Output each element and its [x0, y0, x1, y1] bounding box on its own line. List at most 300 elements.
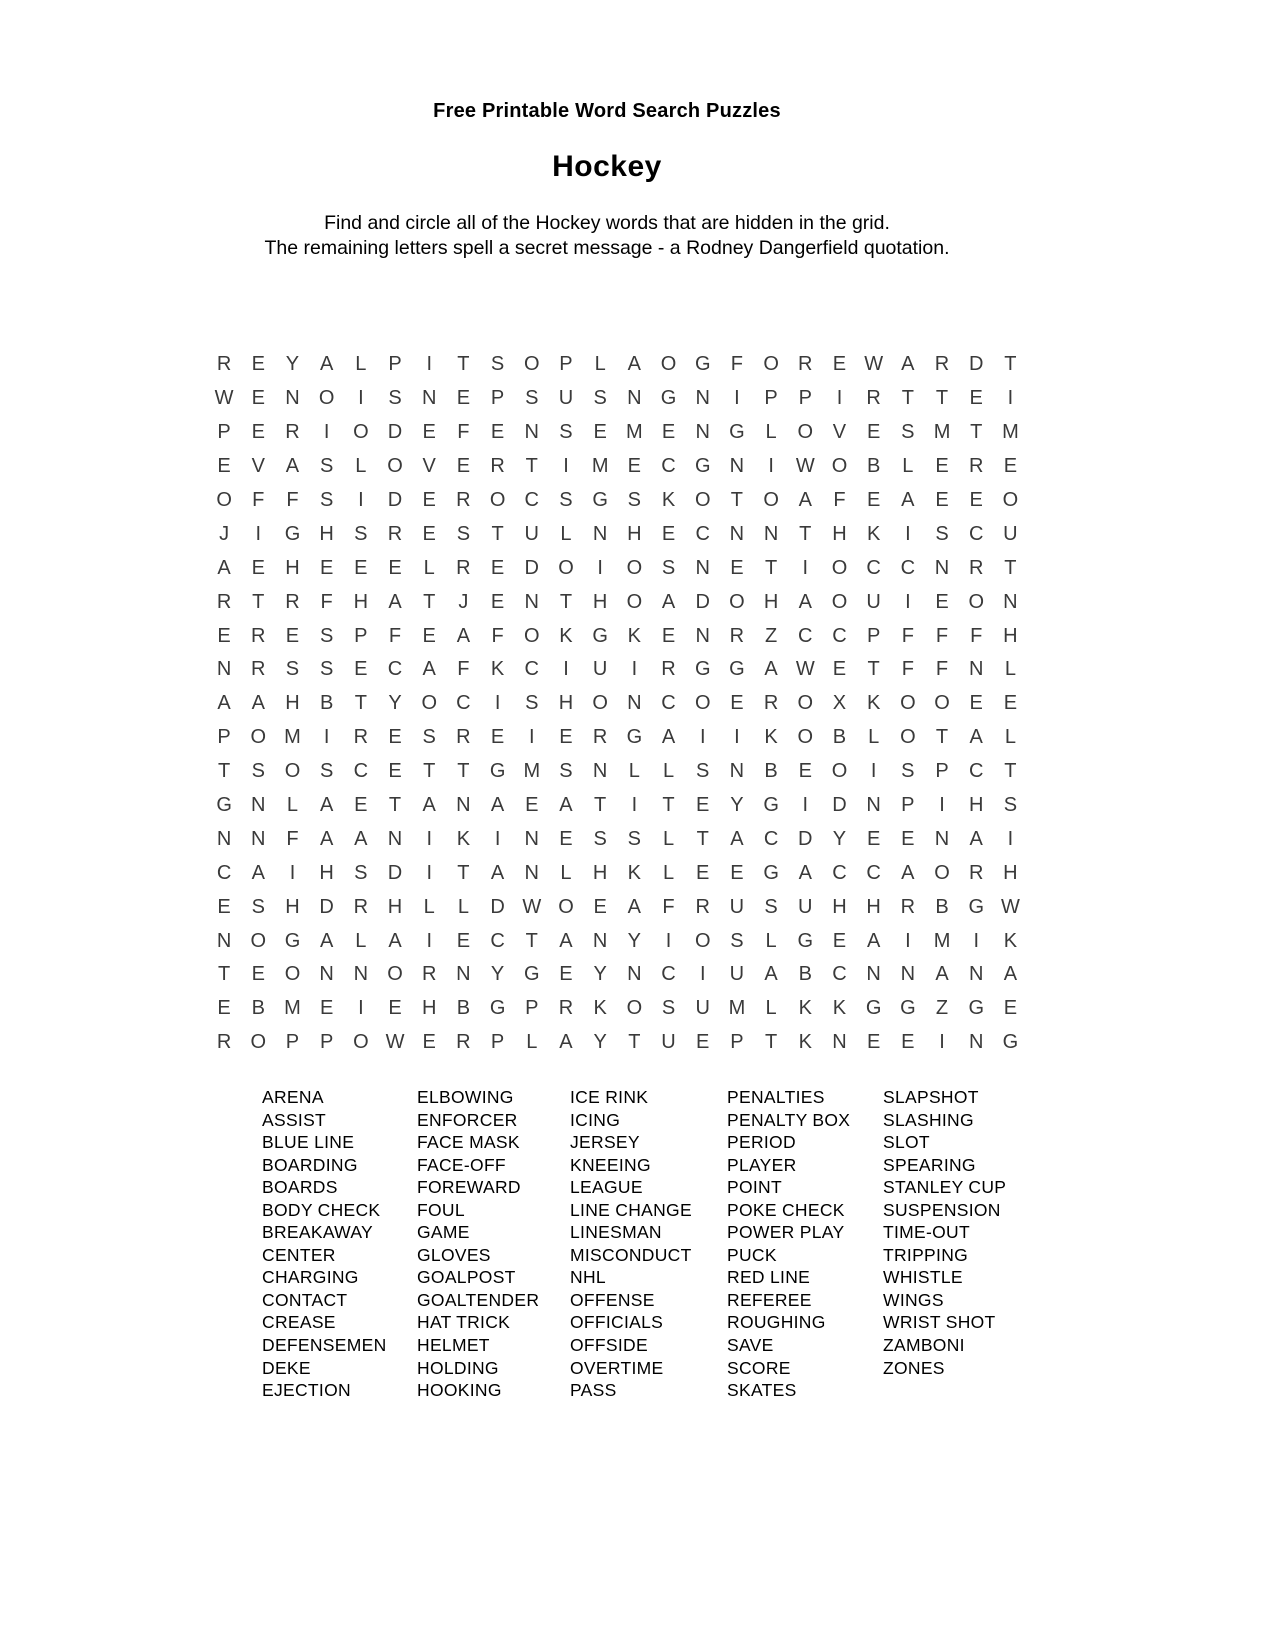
instructions-line2: The remaining letters spell a secret message - a Rodney Dangerfield quotation. [264, 236, 950, 259]
grid-letter: N [524, 421, 539, 444]
grid-letter: E [490, 590, 505, 613]
grid-letter: O [694, 489, 711, 511]
word-list-item: PASS [570, 1380, 617, 1401]
grid-letter: L [355, 929, 367, 952]
site-header: Free Printable Word Search Puzzles [433, 100, 781, 122]
grid-letter: P [388, 353, 402, 376]
grid-letter: M [728, 997, 746, 1020]
grid-letter: H [558, 692, 574, 715]
grid-letter: N [934, 827, 950, 850]
grid-letter: S [661, 556, 676, 579]
grid-letter: S [525, 692, 539, 715]
grid-letter: S [901, 760, 915, 783]
grid-letter: O [660, 353, 677, 376]
grid-letter: N [968, 963, 984, 986]
grid-letter: A [661, 590, 676, 613]
grid-letter: A [217, 692, 231, 715]
grid-letter: O [250, 929, 267, 952]
grid-letter: V [832, 421, 847, 444]
grid-letter: E [832, 658, 847, 681]
grid-letter: W [214, 387, 234, 410]
grid-letter: N [695, 421, 710, 444]
grid-letter: E [730, 861, 744, 884]
grid-letter: O [353, 421, 369, 444]
grid-letter: S [319, 658, 334, 681]
grid-letter: A [969, 726, 983, 749]
grid-letter: E [1003, 692, 1018, 715]
word-list-item: GOALTENDER [417, 1289, 540, 1310]
grid-letter: E [251, 387, 265, 410]
grid-letter: O [626, 997, 643, 1020]
grid-letter: D [798, 827, 813, 850]
grid-letter: C [798, 624, 813, 647]
grid-letter: E [422, 522, 436, 545]
grid-letter: X [832, 692, 847, 715]
grid-letter: P [490, 1031, 505, 1054]
grid-letter: I [734, 387, 740, 410]
word-list-item: PENALTIES [727, 1087, 825, 1107]
grid-letter: H [763, 590, 779, 613]
grid-letter: N [695, 556, 710, 579]
grid-letter: G [694, 353, 711, 376]
grid-letter: I [563, 658, 569, 681]
grid-letter: A [1003, 963, 1018, 986]
grid-letter: A [388, 590, 402, 613]
grid-letter: P [354, 624, 368, 647]
grid-letter: E [422, 624, 436, 647]
grid-letter: A [901, 353, 915, 376]
grid-letter: P [217, 726, 231, 749]
grid-letter: E [217, 895, 231, 918]
grid-letter: K [559, 624, 573, 647]
word-list-item: BREAKAWAY [262, 1222, 373, 1243]
grid-letter: N [968, 1031, 984, 1054]
word-list-item: POWER PLAY [727, 1222, 845, 1243]
grid-letter: T [388, 794, 402, 817]
word-list-item: LEAGUE [570, 1177, 643, 1198]
grid-letter: A [319, 794, 334, 817]
grid-letter: G [729, 658, 745, 681]
grid-letter: E [832, 353, 847, 376]
grid-letter: U [524, 522, 539, 545]
grid-letter: N [866, 963, 881, 986]
grid-letter: B [319, 692, 334, 715]
grid-letter: A [798, 861, 812, 884]
grid-letter: T [457, 861, 470, 884]
word-list-item: STANLEY CUP [883, 1177, 1007, 1198]
grid-letter: P [901, 794, 915, 817]
grid-letter: S [319, 489, 334, 511]
instructions [0, 211, 1214, 260]
word-list-item: BOARDING [262, 1154, 358, 1175]
grid-letter: W [864, 353, 884, 376]
grid-letter: O [900, 692, 916, 715]
grid-letter: E [730, 556, 744, 579]
grid-letter: A [559, 794, 573, 817]
grid-letter: P [217, 421, 231, 444]
grid-letter: F [901, 658, 914, 681]
grid-letter: E [696, 861, 710, 884]
word-list-item: BLUE LINE [262, 1132, 355, 1153]
grid-letter: W [1000, 895, 1020, 918]
grid-letter: S [593, 387, 607, 410]
grid-letter: C [832, 861, 847, 884]
grid-letter: H [387, 895, 403, 918]
grid-letter: A [251, 861, 265, 884]
grid-letter: I [939, 794, 945, 817]
grid-letter: F [935, 624, 949, 647]
grid-letter: I [939, 1031, 945, 1054]
grid-letter: O [216, 489, 232, 511]
grid-letter: N [934, 556, 950, 579]
grid-letter: I [494, 827, 501, 850]
grid-letter: M [626, 421, 643, 444]
word-list-item: HOOKING [417, 1380, 502, 1401]
grid-letter: C [832, 963, 847, 986]
grid-letter: I [768, 455, 774, 478]
grid-letter: C [387, 658, 403, 681]
grid-letter: E [1003, 455, 1018, 478]
grid-letter: R [285, 421, 300, 444]
grid-letter: T [559, 590, 573, 613]
grid-letter: R [251, 624, 266, 647]
grid-letter: E [456, 929, 471, 952]
grid-letter: U [695, 997, 710, 1020]
grid-letter: M [1002, 421, 1019, 444]
grid-letter: S [559, 760, 573, 783]
grid-letter: G [968, 997, 984, 1020]
grid-letter: R [216, 590, 232, 613]
grid-letter: R [763, 692, 779, 715]
grid-letter: L [765, 929, 777, 952]
grid-letter: K [1003, 929, 1018, 952]
grid-letter: S [251, 895, 265, 918]
word-list-item: FACE-OFF [417, 1154, 506, 1175]
grid-letter: O [489, 489, 506, 511]
word-list-item: ZONES [883, 1357, 945, 1378]
grid-letter: S [764, 895, 778, 918]
grid-letter: L [662, 760, 675, 783]
grid-letter: N [216, 827, 232, 850]
grid-letter: D [387, 421, 403, 444]
grid-letter: N [592, 522, 608, 545]
grid-letter: H [319, 861, 334, 884]
grid-letter: O [318, 387, 335, 410]
word-list-item: LINESMAN [570, 1222, 662, 1243]
grid-letter: I [358, 489, 364, 511]
grid-letter: B [764, 760, 778, 783]
grid-letter: B [456, 997, 471, 1020]
puzzle-title: Hockey [552, 150, 662, 183]
grid-letter: G [729, 421, 745, 444]
grid-letter: E [866, 489, 881, 511]
grid-letter: F [901, 624, 914, 647]
grid-letter: E [559, 827, 573, 850]
grid-letter: E [251, 353, 265, 376]
grid-letter: J [458, 590, 469, 613]
word-list-item: WRIST SHOT [883, 1312, 996, 1333]
grid-letter: I [494, 692, 501, 715]
grid-letter: S [354, 522, 368, 545]
grid-letter: M [933, 929, 951, 952]
grid-letter: K [661, 489, 676, 511]
grid-letter: R [456, 726, 471, 749]
grid-letter: R [216, 353, 232, 376]
grid-letter: R [729, 624, 745, 647]
grid-letter: G [865, 997, 882, 1020]
grid-letter: T [525, 929, 538, 952]
grid-letter: E [354, 794, 368, 817]
grid-letter: N [832, 1031, 847, 1054]
grid-letter: E [422, 1031, 436, 1054]
grid-letter: N [387, 827, 403, 850]
grid-letter: G [1002, 1031, 1019, 1054]
grid-letter: T [764, 1031, 778, 1054]
grid-letter: U [729, 963, 745, 986]
grid-letter: H [1003, 861, 1018, 884]
grid-letter: I [529, 726, 535, 749]
grid-letter: E [490, 421, 505, 444]
grid-letter: L [286, 794, 299, 817]
word-list-item: CREASE [262, 1312, 336, 1333]
grid-letter: I [802, 794, 809, 817]
grid-letter: L [560, 861, 572, 884]
word-list-item: OFFENSE [570, 1289, 655, 1310]
grid-letter: H [832, 895, 847, 918]
grid-letter: A [798, 590, 812, 613]
word-list-item: ASSIST [262, 1109, 327, 1130]
grid-letter: L [560, 522, 572, 545]
grid-letter: P [764, 387, 778, 410]
grid-letter: I [699, 726, 706, 749]
grid-letter: F [833, 489, 846, 511]
word-list-item: CHARGING [262, 1267, 359, 1288]
grid-letter: T [799, 522, 812, 545]
grid-letter: E [866, 421, 881, 444]
grid-letter: I [323, 421, 330, 444]
grid-letter: E [866, 1031, 881, 1054]
word-list-item: PUCK [727, 1244, 777, 1265]
grid-letter: H [285, 692, 300, 715]
grid-letter: A [319, 827, 334, 850]
grid-letter: D [524, 556, 539, 579]
word-list-item: TRIPPING [883, 1244, 969, 1265]
grid-letter: Y [388, 692, 402, 715]
grid-letter: C [661, 963, 676, 986]
grid-letter: R [490, 455, 505, 478]
word-list-item: POINT [727, 1177, 782, 1198]
grid-letter: E [969, 692, 983, 715]
word-list-item: TIME-OUT [883, 1222, 970, 1243]
grid-letter: E [696, 794, 710, 817]
grid-letter: A [866, 929, 881, 952]
word-list-item: HELMET [417, 1335, 490, 1356]
grid-letter: K [866, 522, 881, 545]
grid-letter: A [627, 895, 642, 918]
word-list-item: HOLDING [417, 1357, 499, 1378]
grid-letter: O [831, 760, 848, 783]
word-list-item: SCORE [727, 1357, 791, 1378]
grid-letter: A [661, 726, 676, 749]
grid-letter: T [662, 794, 675, 817]
grid-letter: O [558, 556, 574, 579]
word-list-item: PENALTY BOX [727, 1109, 851, 1130]
grid-letter: A [388, 929, 402, 952]
grid-letter: S [319, 624, 334, 647]
grid-letter: O [387, 963, 403, 986]
grid-letter: N [729, 760, 745, 783]
grid-letter: E [525, 794, 539, 817]
word-list-item: ROUGHING [727, 1312, 826, 1333]
grid-letter: O [592, 692, 608, 715]
grid-letter: E [490, 556, 505, 579]
grid-letter: F [286, 827, 299, 850]
grid-letter: R [353, 895, 369, 918]
grid-letter: E [319, 556, 334, 579]
grid-letter: S [935, 522, 949, 545]
grid-letter: E [251, 556, 265, 579]
grid-letter: T [1004, 353, 1017, 376]
grid-letter: L [355, 353, 367, 376]
grid-letter: I [426, 861, 432, 884]
grid-letter: I [905, 929, 911, 952]
grid-letter: U [661, 1031, 676, 1054]
grid-letter: R [456, 489, 471, 511]
grid-letter: L [355, 455, 367, 478]
grid-letter: E [969, 387, 983, 410]
grid-letter: E [901, 827, 915, 850]
word-list-item: WINGS [883, 1289, 944, 1310]
grid-letter: I [358, 997, 364, 1020]
grid-letter: N [421, 387, 437, 410]
grid-letter: N [456, 963, 471, 986]
grid-letter: U [1003, 522, 1018, 545]
grid-letter: G [763, 861, 779, 884]
grid-letter: T [970, 421, 983, 444]
grid-letter: N [319, 963, 334, 986]
grid-letter: K [627, 624, 642, 647]
word-list-column [883, 1086, 1006, 1379]
grid-letter: N [866, 794, 881, 817]
grid-letter: E [388, 997, 402, 1020]
grid-letter: N [456, 794, 471, 817]
grid-letter: C [661, 692, 676, 715]
grid-letter: D [319, 895, 334, 918]
grid-letter: N [251, 827, 266, 850]
grid-letter: C [353, 760, 369, 783]
word-list-item: ICING [570, 1109, 621, 1130]
grid-letter: S [661, 997, 676, 1020]
grid-letter: R [968, 556, 984, 579]
grid-letter: O [387, 455, 403, 478]
grid-letter: H [285, 556, 300, 579]
grid-letter: T [252, 590, 265, 613]
grid-letter: C [661, 455, 676, 478]
grid-letter: I [426, 827, 432, 850]
grid-letter: L [457, 895, 469, 918]
grid-letter: C [524, 489, 539, 511]
grid-letter: L [628, 760, 640, 783]
grid-letter: D [387, 489, 403, 511]
grid-letter: H [353, 590, 369, 613]
grid-letter: N [592, 929, 608, 952]
grid-letter: N [524, 861, 539, 884]
grid-letter: E [661, 421, 676, 444]
grid-letter: C [216, 861, 232, 884]
grid-letter: I [358, 387, 364, 410]
grid-letter: O [626, 556, 643, 579]
grid-letter: E [593, 895, 607, 918]
word-list-item: NHL [570, 1267, 606, 1288]
grid-letter: O [831, 556, 848, 579]
grid-letter: O [626, 590, 643, 613]
grid-letter: G [216, 794, 232, 817]
grid-letter: L [662, 827, 675, 850]
grid-letter: O [729, 590, 745, 613]
grid-letter: O [250, 726, 267, 749]
grid-letter: U [558, 387, 574, 410]
word-list-item: REFEREE [727, 1289, 812, 1310]
word-list-item: ENFORCER [417, 1109, 518, 1130]
grid-letter: R [695, 895, 710, 918]
grid-letter: T [423, 590, 436, 613]
grid-letter: H [627, 522, 642, 545]
grid-letter: T [457, 760, 470, 783]
grid-letter: H [832, 522, 847, 545]
grid-letter: C [695, 522, 710, 545]
grid-letter: T [628, 1031, 641, 1054]
grid-letter: I [905, 590, 911, 613]
word-list-column [570, 1086, 692, 1402]
grid-letter: O [934, 692, 950, 715]
grid-letter: L [423, 895, 435, 918]
grid-letter: Y [627, 929, 642, 952]
grid-letter: I [665, 929, 672, 952]
grid-letter: O [831, 455, 848, 478]
grid-letter: O [968, 590, 984, 613]
grid-letter: C [968, 760, 984, 783]
grid-letter: I [631, 658, 638, 681]
grid-letter: E [593, 421, 607, 444]
grid-letter: R [592, 726, 608, 749]
grid-letter: U [592, 658, 608, 681]
grid-letter: C [490, 929, 505, 952]
word-list-item: ELBOWING [417, 1087, 514, 1107]
word-list-column [262, 1086, 387, 1402]
grid-letter: O [900, 726, 916, 749]
grid-letter: G [660, 387, 677, 410]
grid-letter: E [388, 556, 402, 579]
grid-letter: A [901, 861, 915, 884]
grid-letter: R [661, 658, 676, 681]
grid-letter: E [935, 455, 949, 478]
grid-letter: A [730, 827, 744, 850]
word-list-item: OVERTIME [570, 1357, 664, 1378]
grid-letter: I [426, 929, 432, 952]
grid-letter: E [354, 658, 368, 681]
grid-letter: I [597, 556, 603, 579]
grid-letter: S [319, 760, 334, 783]
grid-letter: P [559, 353, 573, 376]
grid-letter: O [694, 929, 711, 952]
grid-letter: L [765, 997, 777, 1020]
grid-letter: K [832, 997, 847, 1020]
grid-letter: E [490, 726, 505, 749]
grid-letter: E [354, 556, 368, 579]
word-list-item: ZAMBONI [883, 1335, 965, 1356]
grid-letter: W [522, 895, 542, 918]
word-list-item: SPEARING [883, 1154, 976, 1175]
